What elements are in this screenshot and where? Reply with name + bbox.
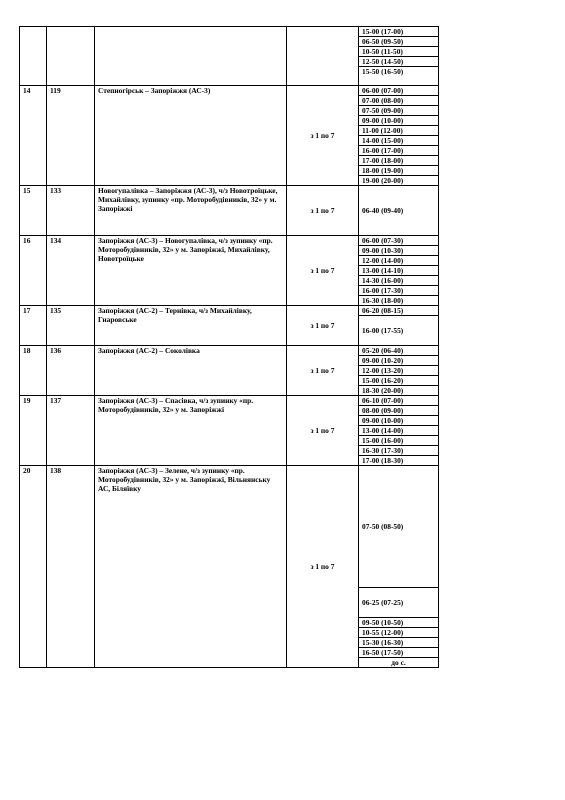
- route-code: 138: [47, 466, 95, 668]
- departure-time: 09-00 (10-30): [359, 246, 439, 256]
- departure-time: 07-50 (09-00): [359, 106, 439, 116]
- departure-time: 15-00 (17-00): [359, 27, 439, 37]
- operating-days: з 1 по 7: [287, 346, 359, 396]
- departure-time: 06-25 (07-25): [359, 588, 439, 618]
- operating-days: з 1 по 7: [287, 396, 359, 466]
- departure-time: 15-00 (16-00): [359, 436, 439, 446]
- departure-time: 13-00 (14-10): [359, 266, 439, 276]
- departure-time: 13-00 (14-00): [359, 426, 439, 436]
- row-number-cell: [20, 27, 47, 86]
- departure-time: 12-00 (14-00): [359, 256, 439, 266]
- departure-time: 05-20 (06-40): [359, 346, 439, 356]
- row-number: 15: [20, 186, 47, 236]
- route-code: 119: [47, 86, 95, 186]
- departure-time: 06-20 (08-15): [359, 306, 439, 316]
- departure-time: 18-30 (20-00): [359, 386, 439, 396]
- route-name: Запоріжжя (АС-2) – Тернівка, ч/з Михайлівку, Гнаровське: [95, 306, 287, 346]
- departure-time-footer: до с.: [359, 658, 439, 668]
- row-number: 14: [20, 86, 47, 186]
- departure-time: 10-55 (12-00): [359, 628, 439, 638]
- route-code: 134: [47, 236, 95, 306]
- departure-time: 14-30 (16-00): [359, 276, 439, 286]
- row-number: 16: [20, 236, 47, 306]
- departure-time: 06-50 (09-50): [359, 37, 439, 47]
- table-row: [20, 306, 439, 316]
- departure-time: 09-50 (10-50): [359, 618, 439, 628]
- departure-time: 09-00 (10-00): [359, 116, 439, 126]
- departure-time: 15-30 (16-30): [359, 638, 439, 648]
- departure-time: 16-30 (18-00): [359, 296, 439, 306]
- route-name-cell: [95, 27, 287, 86]
- departure-time: 07-50 (08-50): [359, 466, 439, 588]
- departure-time: 06-10 (07-00): [359, 396, 439, 406]
- departure-time: 14-00 (15-00): [359, 136, 439, 146]
- row-number: 18: [20, 346, 47, 396]
- route-name: Запоріжжя (АС-2) – Соколівка: [95, 346, 287, 396]
- departure-time: 16-00 (17-30): [359, 286, 439, 296]
- table-row: [20, 27, 439, 37]
- operating-days: з 1 по 7: [287, 306, 359, 346]
- departure-time: 16-00 (17-55): [359, 316, 439, 346]
- route-name: Запоріжжя (АС-3) – Новогупалівка, ч/з зупинку «пр. Моторобудівників, 32» у м. Запоріжжі, Михайлівку, Новотроїцьке: [95, 236, 287, 306]
- departure-time: 17-00 (18-30): [359, 456, 439, 466]
- operating-days: з 1 по 7: [287, 86, 359, 186]
- route-code: 133: [47, 186, 95, 236]
- departure-time: 10-50 (11-50): [359, 47, 439, 57]
- departure-time: 06-00 (07-30): [359, 236, 439, 246]
- table-row: [20, 466, 439, 588]
- timetable-page: [19, 26, 438, 668]
- departure-time: 16-30 (17-30): [359, 446, 439, 456]
- table-row: [20, 346, 439, 356]
- departure-time: 15-50 (16-50): [359, 67, 439, 86]
- departure-time: 17-00 (18-00): [359, 156, 439, 166]
- table-row: [20, 86, 439, 96]
- departure-time: 08-00 (09-00): [359, 406, 439, 416]
- departure-time: 06-40 (09-40): [359, 186, 439, 236]
- route-name: Новогупалівка – Запоріжжя (АС-3), ч/з Новотроїцьке, Михайлівку, зупинку «пр. Моторобудівників, 32» у м. Запоріжжі: [95, 186, 287, 236]
- days-cell: [287, 27, 359, 86]
- table-row: [20, 236, 439, 246]
- route-code-cell: [47, 27, 95, 86]
- departure-time: 06-00 (07-00): [359, 86, 439, 96]
- route-schedule-table: [19, 26, 439, 668]
- route-code: 136: [47, 346, 95, 396]
- operating-days: з 1 по 7: [287, 466, 359, 668]
- departure-time: 16-50 (17-50): [359, 648, 439, 658]
- departure-time: 07-00 (08-00): [359, 96, 439, 106]
- table-row: [20, 186, 439, 236]
- departure-time: 12-50 (14-50): [359, 57, 439, 67]
- route-name: Запоріжжя (АС-3) – Зелене, ч/з зупинку «пр. Моторобудівників, 32» у м. Запоріжжі, Вільнянську АС, Біляївку: [95, 466, 287, 668]
- departure-time: 11-00 (12-00): [359, 126, 439, 136]
- departure-time: 18-00 (19-00): [359, 166, 439, 176]
- departure-time: 15-00 (16-20): [359, 376, 439, 386]
- operating-days: з 1 по 7: [287, 186, 359, 236]
- departure-time: 12-00 (13-20): [359, 366, 439, 376]
- row-number: 17: [20, 306, 47, 346]
- row-number: 20: [20, 466, 47, 668]
- row-number: 19: [20, 396, 47, 466]
- operating-days: з 1 по 7: [287, 236, 359, 306]
- route-name: Степногірськ – Запоріжжя (АС-3): [95, 86, 287, 186]
- route-code: 135: [47, 306, 95, 346]
- table-row: [20, 396, 439, 406]
- departure-time: 16-00 (17-00): [359, 146, 439, 156]
- departure-time: 19-00 (20-00): [359, 176, 439, 186]
- route-code: 137: [47, 396, 95, 466]
- departure-time: 09-00 (10-00): [359, 416, 439, 426]
- departure-time: 09-00 (10-20): [359, 356, 439, 366]
- route-name: Запоріжжя (АС-3) – Спасівка, ч/з зупинку «пр. Моторобудівників, 32» у м. Запоріжжі: [95, 396, 287, 466]
